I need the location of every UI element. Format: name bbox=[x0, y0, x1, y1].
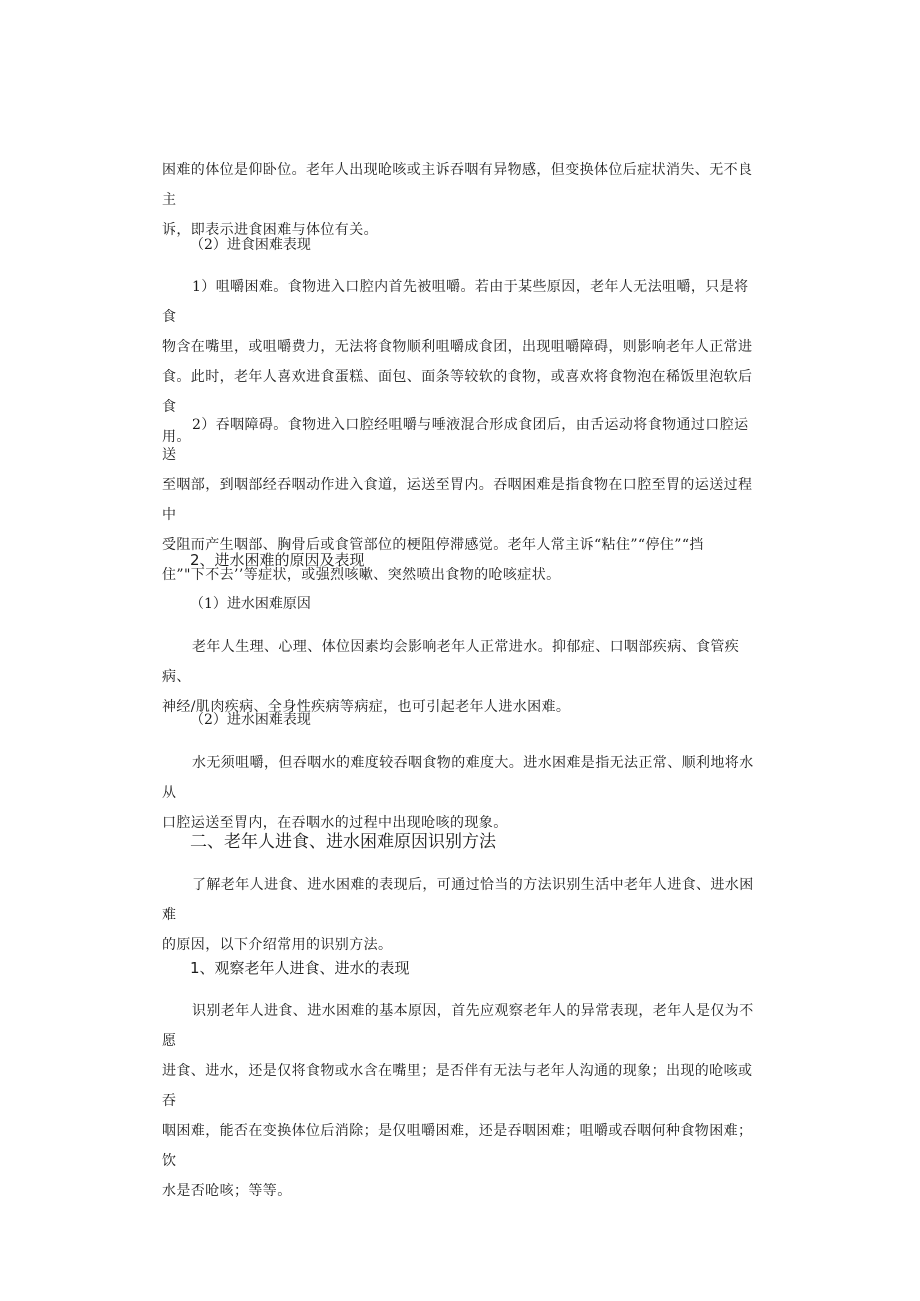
text-line: 住”"下不去’’等症状，或强烈咳嗽、突然喷出食物的呛咳症状。 bbox=[162, 567, 561, 583]
text-line: 至咽部，到咽部经吞咽动作进入食道，运送至胃内。吞咽困难是指食物在口腔至胃的运送过程中 bbox=[162, 477, 753, 523]
text-line: 水无须咀嚼，但吞咽水的难度较吞咽食物的难度大。进水困难是指无法正常、顺利地将水从 bbox=[162, 755, 754, 801]
text-line: 1）咀嚼困难。食物进入口腔内首先被咀嚼。若由于某些原因，老年人无法咀嚼，只是将食 bbox=[162, 279, 749, 325]
text-line: 进食、进水，还是仅将食物或水含在嘴里；是否伴有无法与老年人沟通的现象；出现的呛咳或吞 bbox=[162, 1063, 753, 1109]
text-line: 识别老年人进食、进水困难的基本原因，首先应观察老年人的异常表现，老年人是仅为不愿 bbox=[162, 1003, 754, 1049]
text-line: 诉，即表示进食困难与体位有关。 bbox=[162, 222, 378, 238]
paragraph-observe bbox=[162, 996, 757, 1206]
text-line: 口腔运送至胃内，在吞咽水的过程中出现呛咳的现象。 bbox=[162, 815, 508, 831]
text-line: 了解老年人进食、进水困难的表现后，可通过恰当的方法识别生活中老年人进食、进水困难 bbox=[162, 877, 754, 923]
text-line: 物含在嘴里，或咀嚼费力，无法将食物顺利咀嚼成食团，出现咀嚼障碍，则影响老年人正常进 bbox=[162, 339, 753, 355]
text-line: 神经/肌肉疾病、全身性疾病等病症，也可引起老年人进水困难。 bbox=[162, 699, 571, 715]
heading-observe: 1、观察老年人进食、进水的表现 bbox=[190, 959, 410, 977]
subheading-eating-signs: （2）进食困难表现 bbox=[190, 237, 311, 253]
text-line: 咽困难，能否在变换体位后消除；是仅咀嚼困难，还是吞咽困难；咀嚼或吞咽何种食物困难；饮 bbox=[162, 1123, 753, 1169]
subheading-water-cause: （1）进水困难原因 bbox=[190, 596, 311, 612]
text-line: 的原因，以下介绍常用的识别方法。 bbox=[162, 937, 393, 953]
heading-water-difficulty: 2、进水困难的原因及表现 bbox=[190, 551, 365, 569]
text-line: 老年人生理、心理、体位因素均会影响老年人正常进水。抑郁症、口咽部疾病、食管疾病、 bbox=[162, 639, 740, 685]
text-line: 受阻而产生咽部、胸骨后或食管部位的梗阻停滞感觉。老年人常主诉“粘住”“停住”“挡 bbox=[162, 537, 704, 553]
text-line: 食。此时，老年人喜欢进食蛋糕、面包、面条等较软的食物，或喜欢将食物泡在稀饭里泡软后食 bbox=[162, 369, 753, 415]
text-line: 2）吞咽障碍。食物进入口腔经咀嚼与唾液混合形成食团后，由舌运动将食物通过口腔运送 bbox=[162, 417, 749, 463]
paragraph-identification-intro bbox=[162, 870, 757, 960]
paragraph-posture bbox=[162, 155, 757, 245]
paragraph-water-signs bbox=[162, 748, 757, 838]
text-line: 困难的体位是仰卧位。老年人出现呛咳或主诉吞咽有异物感，但变换体位后症状消失、无不良主 bbox=[162, 162, 753, 208]
text-line: 水是否呛咳；等等。 bbox=[162, 1183, 292, 1199]
subheading-water-signs: （2）进水困难表现 bbox=[190, 712, 311, 728]
section-heading-identification: 二、老年人进食、进水困难原因识别方法 bbox=[190, 832, 496, 852]
text-line: 用。 bbox=[162, 429, 191, 445]
